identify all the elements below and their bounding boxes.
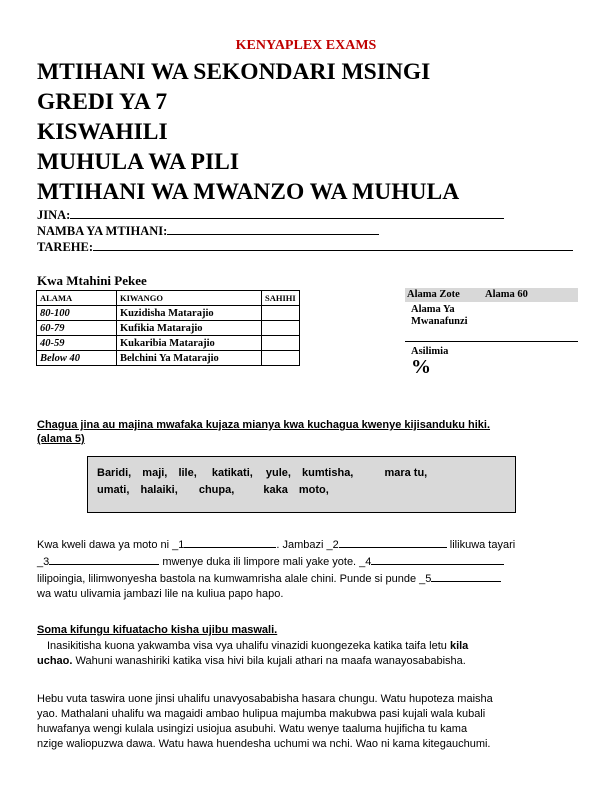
table-row xyxy=(37,321,300,336)
word-bank xyxy=(87,456,516,513)
tick-cell[interactable] xyxy=(262,336,300,351)
exam-type-title-line: MTIHANI WA MWANZO WA MUHULA xyxy=(37,179,460,205)
column-header: SAHIHI xyxy=(262,291,300,306)
student-score-label: Alama Ya xyxy=(411,304,455,315)
word-option: Baridi, xyxy=(97,467,132,479)
range-cell: 40-59 xyxy=(37,336,117,351)
level-cell: Kuzidisha Matarajio xyxy=(117,306,262,321)
subject-title-line: KISWAHILI xyxy=(37,119,168,145)
level-cell: Kukaribia Matarajio xyxy=(117,336,262,351)
range-cell: 60-79 xyxy=(37,321,117,336)
exam-number-field xyxy=(37,224,379,239)
reading-paragraph-1 xyxy=(37,639,582,669)
exam-number-input-line[interactable] xyxy=(167,224,379,235)
passage-text: lilipoingia, lilimwonyesha bastola na kumwamrisha alale chini. Punde si punde _5 xyxy=(37,573,432,585)
passage-line xyxy=(37,570,587,587)
idiom-text: kila xyxy=(449,640,469,652)
section1-instruction xyxy=(37,418,582,446)
name-field xyxy=(37,208,504,223)
column-header: ALAMA xyxy=(37,291,117,306)
grading-table-wrap xyxy=(36,290,300,366)
paragraph-line xyxy=(37,639,582,654)
word-option: mara tu, xyxy=(384,467,428,479)
passage-line xyxy=(37,536,587,553)
passage-text: lilikuwa tayari xyxy=(449,539,516,551)
word-option: maji, xyxy=(142,467,168,479)
range-cell: Below 40 xyxy=(37,351,117,366)
instruction-text: Chagua jina au majina mwafaka kujaza mianya kwa kuchagua kwenye kijisanduku hiki. xyxy=(37,419,491,431)
blank-4[interactable] xyxy=(371,553,504,565)
word-option: yule, xyxy=(265,467,291,479)
grade-title-line: GREDI YA 7 xyxy=(37,89,168,115)
paragraph-line: huwafanya wengi kulala usingizi usiojua asubuhi. Watu wenye taaluma hujificha tu kama xyxy=(37,723,468,735)
date-field xyxy=(37,240,573,255)
blank-3[interactable] xyxy=(49,553,159,565)
table-row xyxy=(37,306,300,321)
total-marks-label: Alama Zote xyxy=(407,289,460,300)
range-cell: 80-100 xyxy=(37,306,117,321)
section2-heading: Soma kifungu kifuatacho kisha ujibu maswali. xyxy=(37,624,278,636)
word-option: katikati, xyxy=(211,467,253,479)
passage-text: . Jambazi _2 xyxy=(276,539,339,551)
date-input-line[interactable] xyxy=(93,240,573,251)
grading-table xyxy=(36,290,300,366)
blank-2[interactable] xyxy=(339,536,447,548)
word-option: kumtisha, xyxy=(302,467,354,479)
word-bank-line xyxy=(97,465,515,482)
name-input-line[interactable] xyxy=(70,208,504,219)
term-title-line: MUHULA WA PILI xyxy=(37,149,239,175)
passage-line: wa watu ulivamia jambazi lile na kuliua papo hapo. xyxy=(37,588,284,600)
passage-text: Kwa kweli dawa ya moto ni _1 xyxy=(37,539,185,551)
exam-number-label: NAMBA YA MTIHANI: xyxy=(37,224,168,238)
tick-cell[interactable] xyxy=(262,351,300,366)
brand-name: KENYAPLEX EXAMS xyxy=(235,38,377,53)
level-cell: Kufikia Matarajio xyxy=(117,321,262,336)
paragraph-line: nzige waliopuzwa dawa. Watu hawa huendesha uchumi wa nchi. Wao ni kama kitegauchumi. xyxy=(37,738,491,750)
cloze-passage xyxy=(37,536,587,602)
exam-title-line: MTIHANI WA SEKONDARI MSINGI xyxy=(37,59,431,85)
paragraph-text: Inasikitisha kuona yakwamba visa vya uhalifu vinazidi kuongezeka katika taifa letu xyxy=(47,640,450,652)
tick-cell[interactable] xyxy=(262,321,300,336)
score-summary xyxy=(405,288,578,377)
idiom-text: uchao. xyxy=(37,655,73,667)
word-option: lile, xyxy=(178,467,197,479)
level-cell: Belchini Ya Matarajio xyxy=(117,351,262,366)
marks-text: (alama 5) xyxy=(37,433,85,445)
word-option: umati, xyxy=(97,484,130,496)
word-bank-line xyxy=(97,482,515,499)
blank-1[interactable] xyxy=(184,536,276,548)
word-option: halaiki, xyxy=(140,484,178,496)
passage-text: _3 xyxy=(37,556,50,568)
summary-header xyxy=(405,288,578,302)
column-header: KIWANGO xyxy=(117,291,262,306)
word-option: chupa, xyxy=(198,484,235,496)
paragraph-line: yao. Mathalani uhalifu wa magaidi ambao hulipua majumba makubwa pasi kujali wala kubali xyxy=(37,708,486,720)
table-row xyxy=(37,336,300,351)
paragraph-text: Wahuni wanashiriki katika visa hivi bila kujali athari na maafa wanayosababisha. xyxy=(72,655,466,667)
tick-cell[interactable] xyxy=(262,306,300,321)
paragraph-line xyxy=(37,654,582,669)
grading-header-row xyxy=(37,291,300,306)
name-label: JINA: xyxy=(37,208,71,222)
student-score-cell[interactable] xyxy=(405,302,578,342)
percent-sign: % xyxy=(411,356,431,378)
table-row xyxy=(37,351,300,366)
student-score-label-2: Mwanafunzi xyxy=(411,316,468,327)
passage-text: mwenye duka ili limpore mali yake yote. _4 xyxy=(162,556,372,568)
paragraph-line: Hebu vuta taswira uone jinsi uhalifu unavyosababisha hasara chungu. Watu hupoteza maisha xyxy=(37,693,493,705)
total-marks-value: Alama 60 xyxy=(485,289,528,300)
passage-line xyxy=(37,553,587,570)
examiner-only-title: Kwa Mtahini Pekee xyxy=(37,273,147,288)
reading-paragraph-2 xyxy=(37,692,582,752)
percentage-label: Asilimia xyxy=(411,346,449,357)
blank-5[interactable] xyxy=(431,570,501,582)
date-label: TAREHE: xyxy=(37,240,94,254)
word-option: moto, xyxy=(298,484,329,496)
word-option: kaka xyxy=(263,484,288,496)
